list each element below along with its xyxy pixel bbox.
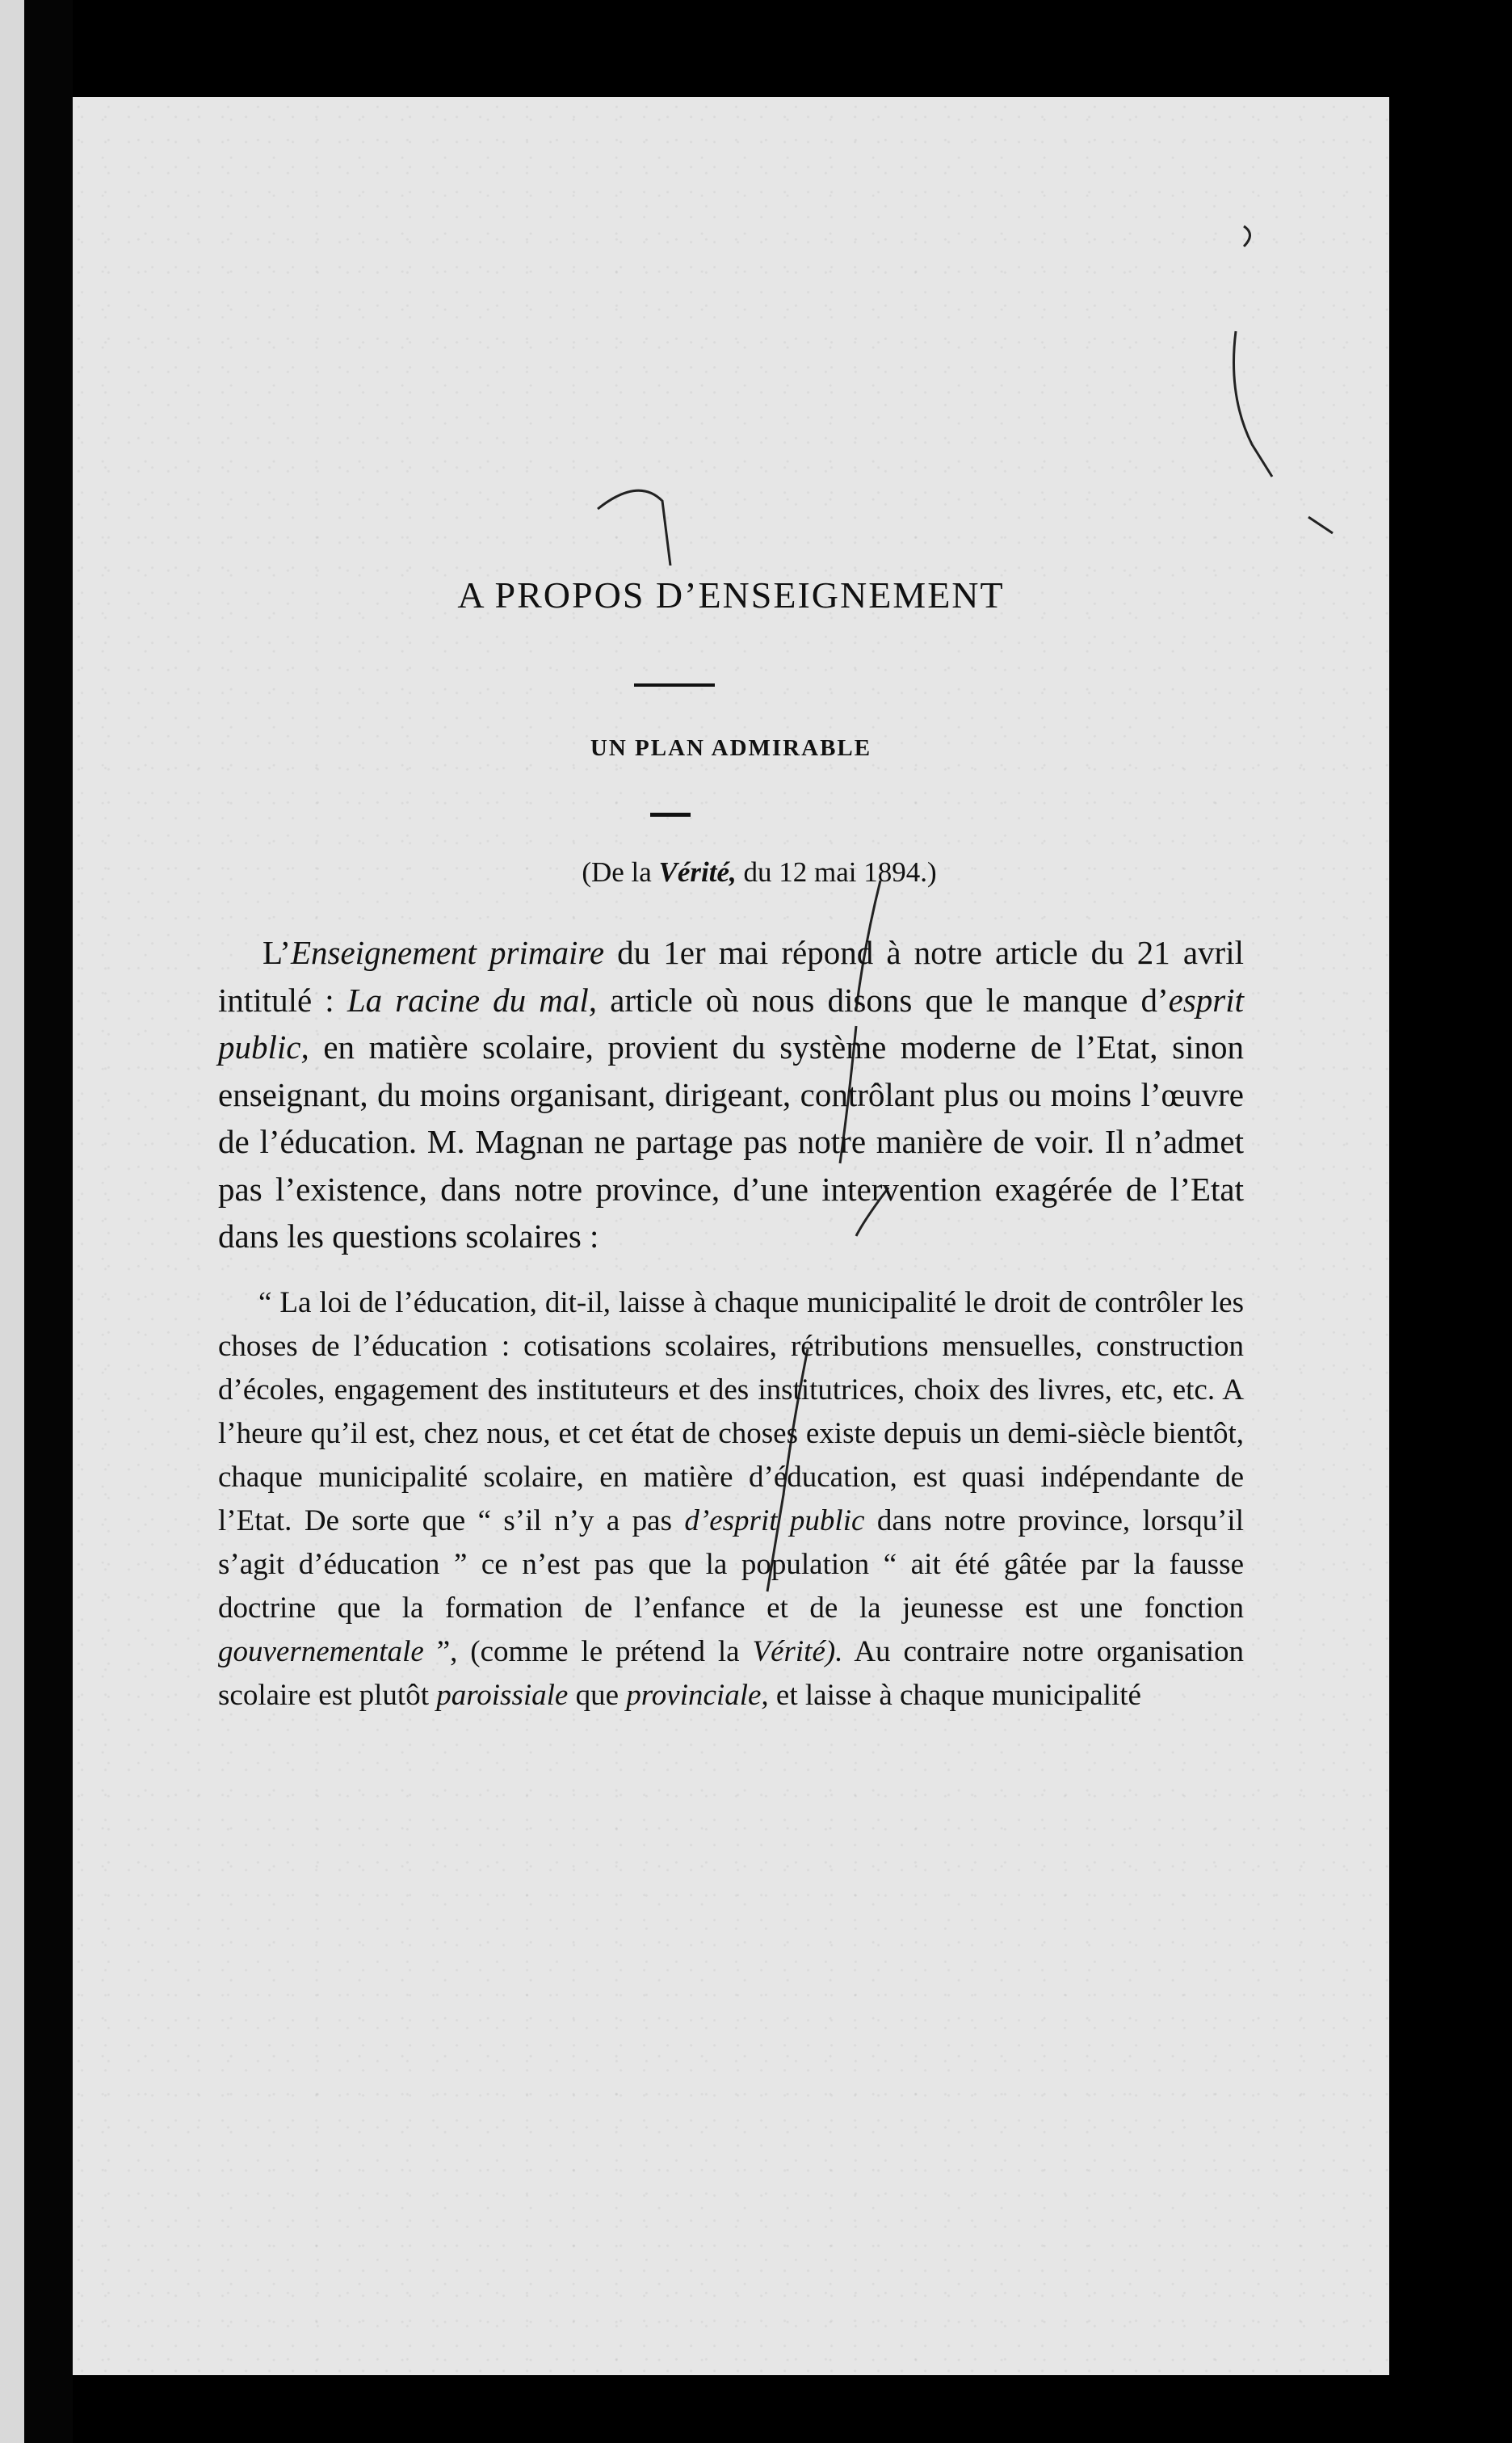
left-margin-bar: [24, 0, 73, 2443]
quote-run: que: [568, 1678, 627, 1712]
article-title: A PROPOS D’ENSEIGNEMENT: [457, 574, 1005, 616]
article-subtitle: UN PLAN ADMIRABLE: [590, 735, 872, 761]
title-divider: [634, 683, 715, 687]
subtitle-divider: [650, 813, 691, 817]
quote-run: ”, (comme le prétend la: [423, 1634, 753, 1668]
paragraph-1-run: article où nous disons que le manque d’: [597, 981, 1169, 1019]
quote-run: Au contraire notre organisation scolaire est plutôt: [218, 1634, 1244, 1712]
quote-run: Vérité).: [752, 1634, 843, 1668]
paragraph-1-run: La racine du mal,: [346, 981, 598, 1019]
quote-run: et laisse à chaque municipalité: [768, 1678, 1141, 1712]
paragraph-1-run: du 1er mai répond à notre article du 21 avril intitulé :: [218, 934, 1244, 1019]
pencil-mark-bracket: [590, 460, 687, 574]
source-rest: du 12 mai 1894.): [736, 856, 937, 888]
pencil-mark-corner: [1123, 210, 1317, 517]
paragraph-1-run: en matière scolaire, provient du système moderne de l’Etat, sinon enseignant, du moins organisant, dirigeant, contrôlant plus ou moins l’œuvre de l’éducation. M. Magnan ne partage pas notre manière de voir. Il n’admet pas l’existence, dans notre province, d’une intervention exagérée de l’Etat dans les questions scolaires :: [218, 1028, 1244, 1255]
source-line: [73, 856, 1389, 889]
article-body: [218, 929, 1244, 1718]
quote-run: gouvernementale: [218, 1634, 424, 1668]
paragraph-1: [218, 929, 1244, 1260]
paragraph-1-run: L’: [262, 934, 291, 971]
document-page: [73, 97, 1389, 2375]
left-edge-strip: [0, 0, 24, 2443]
quote-run: provinciale,: [626, 1678, 769, 1712]
paragraph-1-run: Enseignement primaire: [290, 934, 605, 971]
paragraph-1-run: esprit public,: [218, 981, 1245, 1066]
source-open: (De la: [582, 856, 659, 888]
quote-run: “ La loi de l’éducation, dit-il, laisse à chaque municipalité le droit de contrôler les choses de l’éducation : cotisations scolaires, rétributions mensuelles, construction d’écoles, engagement des instituteurs et des institutrices, choix des livres, etc, etc. A l’heure qu’il est, chez nous, et cet état de choses existe depuis un demi-siècle bientôt, chaque municipalité scolaire, en matière d’éducation, est quasi indépendante de l’Etat. De sorte que “ s’il n’y a pas: [218, 1285, 1244, 1537]
quote-run: dans notre province, lorsqu’il s’agit d’éducation ” ce n’est pas que la population “ ait été gâtée par la fausse doctrine que la formation de l’enfance et de la jeunesse est une fonction: [218, 1503, 1244, 1625]
source-journal: Vérité,: [658, 856, 737, 888]
pencil-mark-right-tick: [1300, 501, 1349, 549]
quoted-passage: [218, 1281, 1244, 1718]
quote-run: paroissiale: [436, 1678, 569, 1712]
quote-run: d’esprit public: [684, 1503, 865, 1537]
